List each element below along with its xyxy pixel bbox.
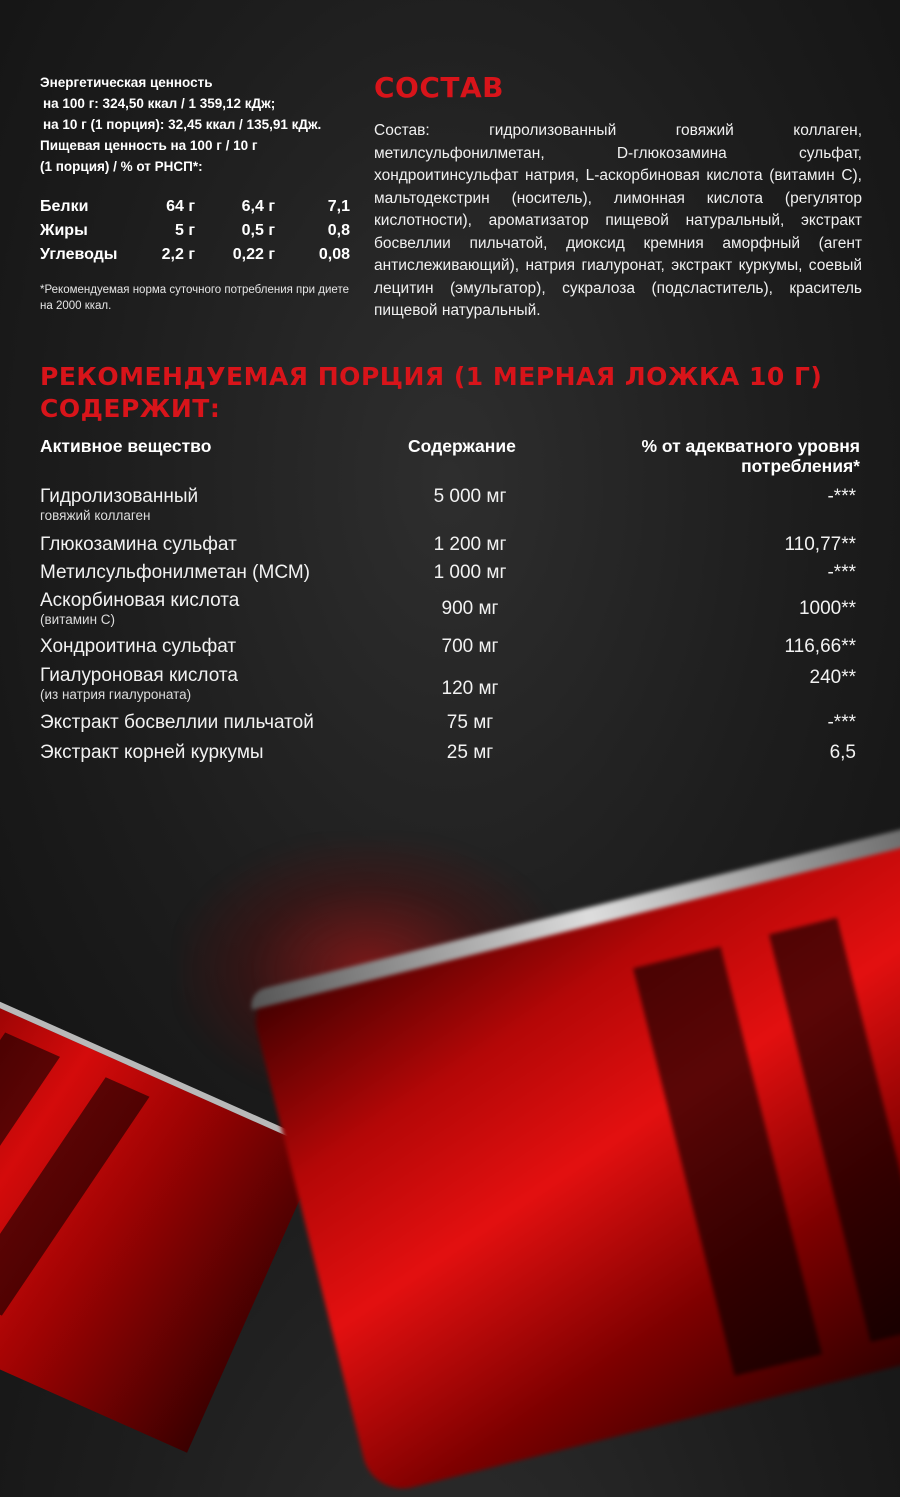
substance-name: Глюкозамина сульфат — [40, 534, 237, 555]
macro-per10: 0,22 г — [232, 246, 275, 263]
sostav-title: СОСТАВ — [374, 71, 505, 104]
recommended-title-cont: СОДЕРЖИТ: — [40, 394, 221, 423]
substance-amount: 5 000 мг — [433, 486, 507, 507]
substance-percent: -*** — [827, 562, 856, 583]
substance-percent: -*** — [827, 712, 856, 733]
macro-name: Жиры — [40, 222, 88, 239]
energy-per-portion: на 10 г (1 порция): 32,45 ккал / 135,91 кДж. — [43, 117, 322, 132]
substance-amount: 900 мг — [441, 598, 499, 619]
recommended-title: РЕКОМЕНДУЕМАЯ ПОРЦИЯ (1 МЕРНАЯ ЛОЖКА 10 Г) — [40, 362, 823, 391]
macro-pct: 0,8 — [327, 222, 350, 239]
substance-subname: говяжий коллаген — [40, 508, 151, 523]
substance-percent: 6,5 — [829, 742, 856, 763]
macro-name: Белки — [40, 198, 89, 215]
macro-per100: 2,2 г — [161, 246, 195, 263]
macro-per100: 5 г — [174, 222, 195, 239]
substance-name: Гидролизованный говяжий коллаген — [40, 486, 199, 523]
substance-percent: 116,66** — [784, 636, 856, 657]
substance-name: Метилсульфонилметан (МСМ) — [40, 562, 310, 583]
substance-percent: 240** — [809, 667, 856, 688]
macro-pct: 0,08 — [318, 246, 350, 263]
substance-amount: 75 мг — [446, 712, 494, 733]
macro-per10: 0,5 г — [241, 222, 275, 239]
header-content: Содержание — [408, 436, 516, 456]
substance-percent: 1000** — [798, 598, 856, 619]
substance-subname: (витамин С) — [40, 612, 116, 627]
macro-per10: 6,4 г — [241, 198, 275, 215]
macro-pct: 7,1 — [327, 198, 350, 215]
macro-row — [40, 195, 350, 219]
substance-amount: 700 мг — [441, 636, 499, 657]
nutrition-heading: Пищевая ценность на 100 г / 10 г — [40, 138, 258, 153]
substance-amount: 1 000 мг — [433, 562, 507, 583]
substance-name: Аскорбиновая кислота (витамин С) — [40, 590, 240, 627]
energy-heading: Энергетическая ценность — [40, 75, 213, 90]
macro-row — [40, 243, 350, 267]
header-substance: Активное вещество — [40, 436, 212, 456]
substance-name: Хондроитина сульфат — [40, 636, 237, 657]
substance-amount: 1 200 мг — [433, 534, 507, 555]
substance-name: Экстракт корней куркумы — [40, 742, 264, 763]
substance-percent: -*** — [827, 486, 856, 507]
substance-amount: 120 мг — [441, 678, 499, 699]
nutrition-heading-cont: (1 порция) / % от РНСП*: — [40, 159, 203, 174]
macro-per100: 64 г — [166, 198, 195, 215]
macro-row — [40, 219, 350, 243]
active-substances-table — [40, 436, 860, 484]
macro-name: Углеводы — [40, 246, 118, 263]
macro-table — [40, 195, 350, 267]
energy-value-block — [40, 72, 370, 177]
header-percent: % от адекватного уровня потребления* — [641, 436, 860, 476]
sostav-text: Состав: гидролизованный говяжий коллаген, метилсульфонилметан, D-глюкозамина сульфат, хондроитинсульфат натрия, L-аскорбиновая кислота (витамин С), мальтодекстрин (носитель), лимонная кислота (регулятор кислотности), ароматизатор пищевой натуральный, экстракт босвеллии пильчатой, диоксид кремния аморфный (агент антислеживающий), натрия гиалуронат, экстракт куркумы, соевый лецитин (эмульгатор), сукралоза (подсластитель), краситель пищевой натуральный. — [374, 122, 862, 319]
substance-name: Экстракт босвеллии пильчатой — [40, 712, 314, 733]
substance-amount: 25 мг — [446, 742, 494, 763]
substance-percent: 110,77** — [784, 534, 856, 555]
energy-per-100: на 100 г: 324,50 ккал / 1 359,12 кДж; — [43, 96, 276, 111]
substance-name: Гиалуроновая кислота (из натрия гиалуроната) — [40, 665, 238, 702]
substance-subname: (из натрия гиалуроната) — [40, 687, 192, 702]
footnote-rnsp: *Рекомендуемая норма суточного потребления при диете на 2000 ккал. — [40, 284, 349, 312]
table-header — [40, 436, 860, 484]
